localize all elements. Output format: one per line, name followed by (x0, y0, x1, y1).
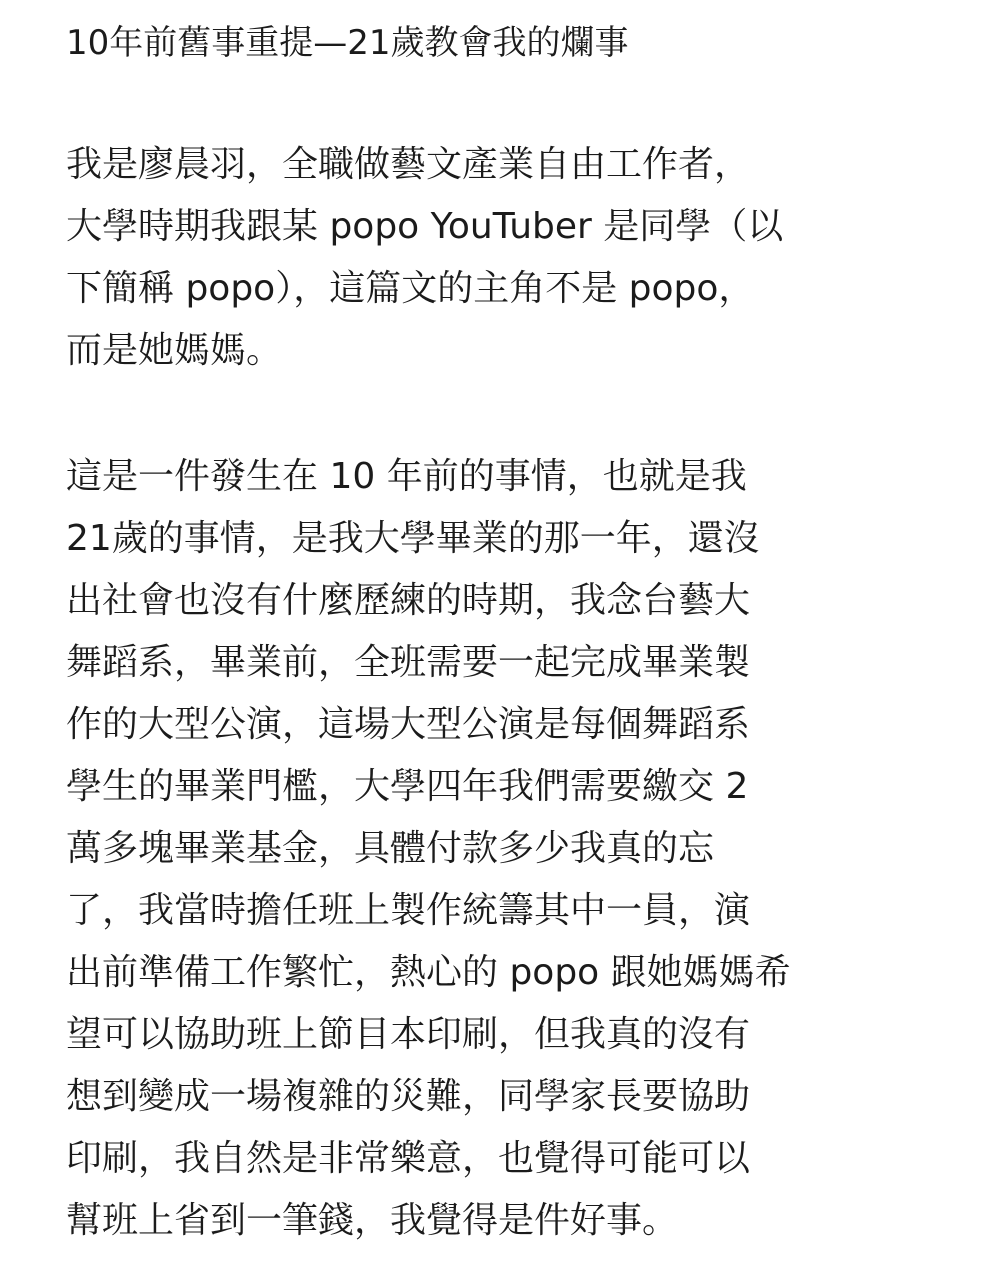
text-line: 作的大型公演，這場大型公演是每個舞蹈系 (66, 704, 751, 745)
text-line: 幫班上省到一筆錢，我覺得是件好事。 (66, 1200, 679, 1241)
post-title: 10年前舊事重提—21歲教會我的爛事 (66, 23, 629, 63)
text-line: 印刷，我自然是非常樂意，也覺得可能可以 (66, 1138, 751, 1179)
text-line: 了，我當時擔任班上製作統籌其中一員，演 (66, 890, 751, 931)
text-line: 萬多塊畢業基金，具體付款多少我真的忘 (66, 828, 715, 869)
text-line: 舞蹈系，畢業前，全班需要一起完成畢業製 (66, 642, 751, 683)
text-line: 這是一件發生在 10 年前的事情，也就是我 (66, 456, 747, 497)
text-line: 學生的畢業門檻，大學四年我們需要繳交 2 (66, 766, 749, 807)
text-line: 下簡稱 popo），這篇文的主角不是 popo， (66, 268, 755, 309)
text-line: 我是廖晨羽，全職做藝文產業自由工作者， (66, 144, 751, 185)
text-line: 想到變成一場複雜的災難，同學家長要協助 (66, 1076, 751, 1117)
text-line: 出前準備工作繁忙，熱心的 popo 跟她媽媽希 (66, 952, 791, 993)
text-line: 21歲的事情，是我大學畢業的那一年，還沒 (66, 518, 760, 559)
text-line: 而是她媽媽。 (66, 330, 283, 371)
paragraph-intro (66, 134, 946, 382)
text-line: 出社會也沒有什麼歷練的時期，我念台藝大 (66, 580, 751, 621)
paragraph-story (66, 446, 946, 1252)
text-line: 大學時期我跟某 popo YouTuber 是同學（以 (66, 206, 784, 247)
text-line: 望可以協助班上節目本印刷，但我真的沒有 (66, 1014, 751, 1055)
